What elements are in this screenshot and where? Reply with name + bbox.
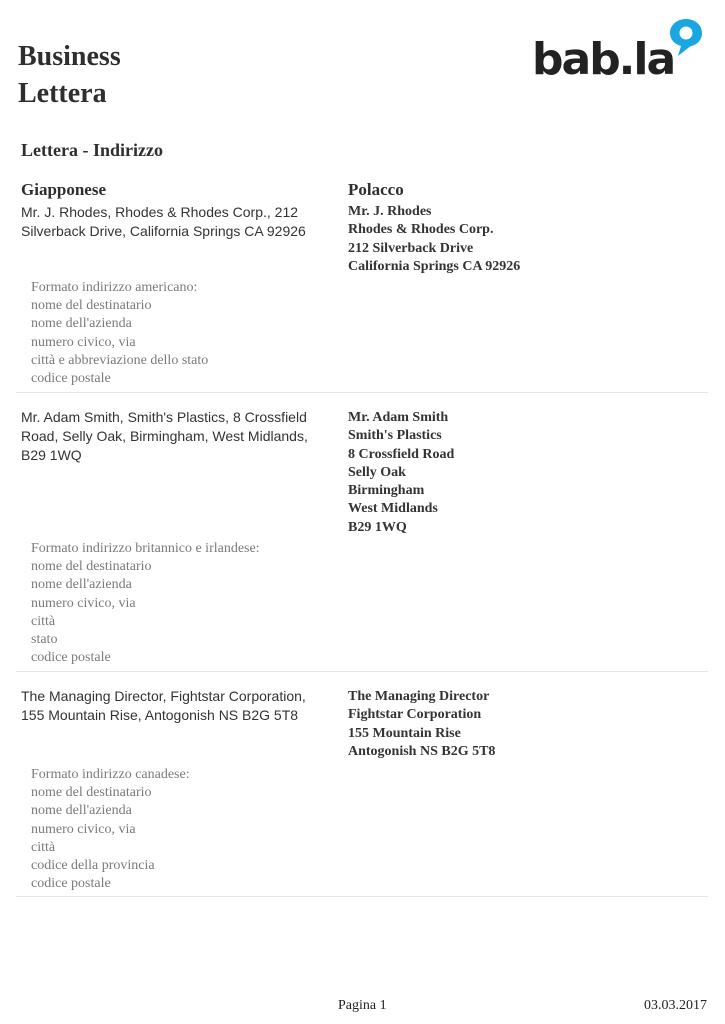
address-entry [16, 393, 708, 672]
target-line: 8 Crossfield Road [348, 446, 455, 462]
page-number: Pagina 1 [338, 998, 387, 1013]
babla-logo [532, 16, 712, 85]
note-line: nome del destinatario [31, 298, 152, 314]
note-line: numero civico, via [31, 821, 136, 837]
usage-note [31, 540, 351, 667]
note-line: numero civico, via [31, 334, 136, 350]
target-line: California Springs CA 92926 [348, 258, 521, 274]
target-phrase [348, 688, 688, 761]
note-line: Formato indirizzo britannico e irlandese: [31, 541, 260, 556]
target-line: Mr. J. Rhodes [348, 204, 432, 219]
note-line: città e abbreviazione dello stato [31, 352, 209, 368]
column-header-source: Giapponese [21, 180, 107, 199]
speech-bubble-icon [666, 16, 706, 62]
address-entry [16, 200, 708, 393]
footer-date: 03.03.2017 [644, 998, 707, 1013]
target-phrase [348, 409, 688, 537]
target-line: 155 Mountain Rise [348, 725, 461, 741]
section-title: Lettera - Indirizzo [21, 140, 163, 160]
target-line: Fightstar Corporation [348, 707, 482, 723]
target-line: West Midlands [348, 501, 438, 517]
target-line: 212 Silverback Drive [348, 240, 474, 256]
note-line: nome del destinatario [31, 559, 152, 575]
note-line: città [31, 839, 56, 855]
note-line: nome dell'azienda [31, 803, 132, 819]
title-line-1: Business [18, 41, 121, 72]
address-entry [16, 672, 708, 897]
note-line: Formato indirizzo americano: [31, 280, 198, 295]
target-line: Mr. Adam Smith [348, 410, 449, 425]
note-line: nome dell'azienda [31, 577, 132, 593]
note-line: Formato indirizzo canadese: [31, 767, 190, 782]
target-line: The Managing Director [348, 689, 490, 704]
usage-note [31, 279, 351, 388]
target-line: Selly Oak [348, 464, 406, 480]
target-line: Birmingham [348, 483, 425, 499]
target-line: B29 1WQ [348, 519, 407, 535]
note-line: stato [31, 632, 58, 648]
source-phrase: Mr. J. Rhodes, Rhodes & Rhodes Corp., 212 Silverback Drive, California Springs CA 92926 [21, 204, 306, 239]
usage-note [31, 766, 351, 893]
note-line: numero civico, via [31, 595, 136, 611]
note-line: città [31, 613, 56, 629]
note-line: codice postale [31, 876, 111, 892]
column-header-target: Polacco [348, 180, 404, 199]
source-phrase: Mr. Adam Smith, Smith's Plastics, 8 Crossfield Road, Selly Oak, Birmingham, West Midlands, B29 1WQ [21, 409, 308, 463]
source-phrase: The Managing Director, Fightstar Corporation, 155 Mountain Rise, Antogonish NS B2G 5T8 [21, 688, 306, 723]
note-line: codice postale [31, 650, 111, 666]
title-line-2: Lettera [18, 78, 107, 109]
target-line: Smith's Plastics [348, 428, 442, 444]
target-phrase [348, 203, 688, 276]
target-line: Rhodes & Rhodes Corp. [348, 222, 494, 238]
note-line: nome dell'azienda [31, 316, 132, 332]
logo-text: bab.la [532, 34, 675, 85]
note-line: nome del destinatario [31, 785, 152, 801]
note-line: codice postale [31, 371, 111, 387]
note-line: codice della provincia [31, 858, 155, 874]
target-line: Antogonish NS B2G 5T8 [348, 743, 496, 759]
document-title [18, 38, 121, 112]
